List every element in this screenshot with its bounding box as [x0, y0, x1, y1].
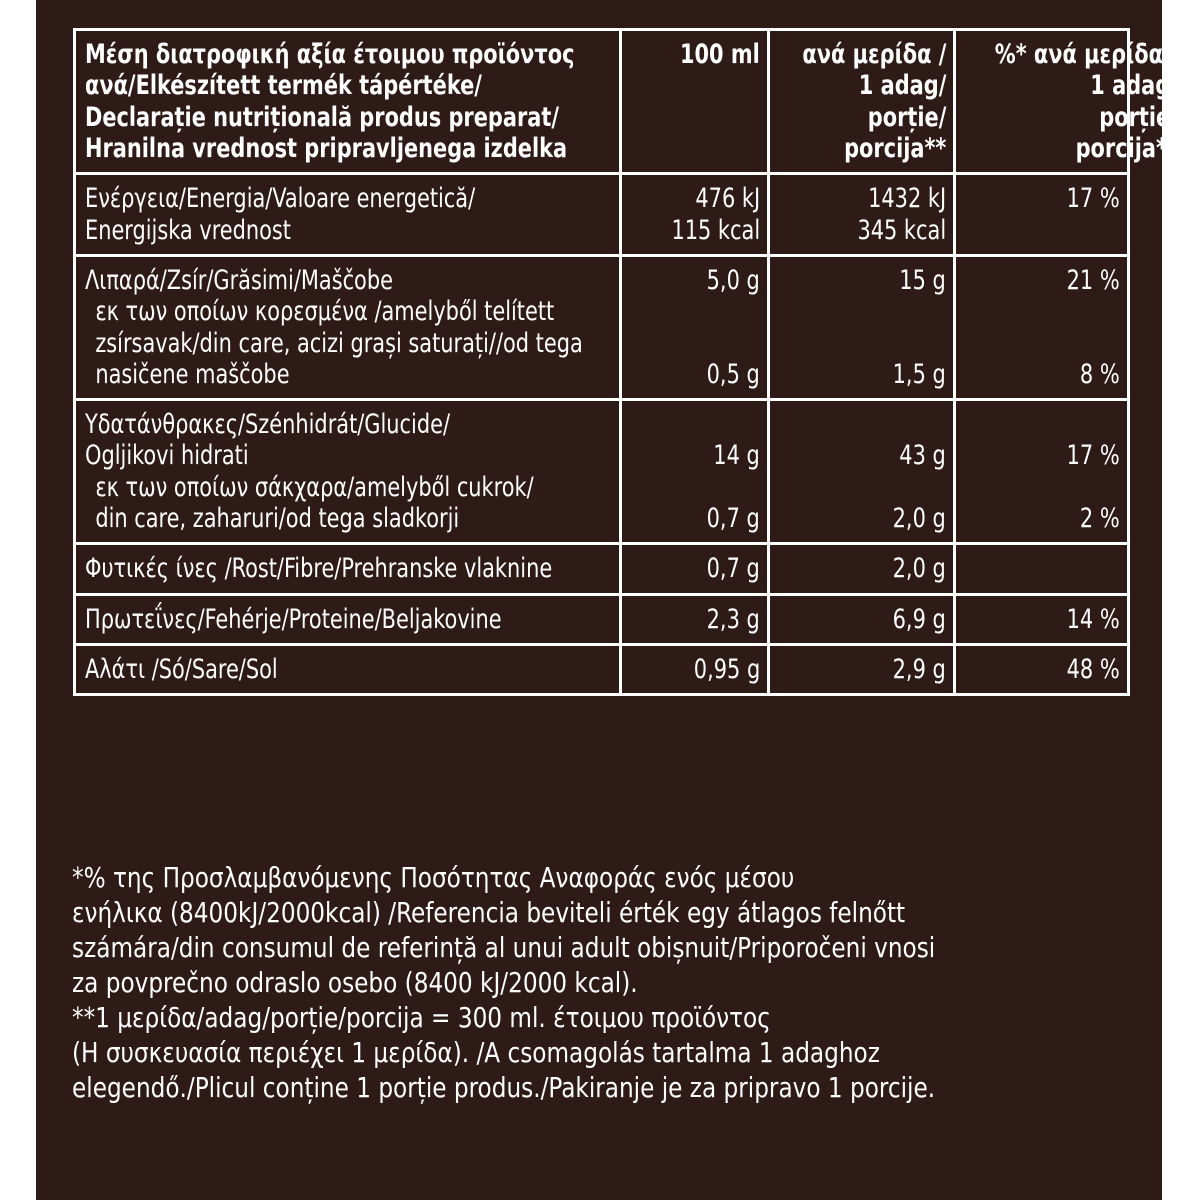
energy-label-line: Ενέργεια/Energia/Valoare energetică/: [85, 183, 476, 215]
fat-per100: 5,0 g: [706, 264, 760, 296]
footnote-line: **1 μερίδα/adag/porție/porcija = 300 ml. έτοιμου προϊόντος: [72, 1001, 771, 1034]
energy-portion-line: 1432 kJ: [867, 183, 946, 215]
fat-label: Λιπαρά/Zsír/Grăsimi/Maščobe: [85, 264, 393, 296]
fat-portion-cell: [769, 255, 955, 399]
table-row-fat: [75, 255, 1129, 399]
salt-portion-cell: [769, 645, 955, 695]
fibre-pct-cell: [955, 544, 1129, 594]
fibre-portion-cell: [769, 544, 955, 594]
header-per100-cell: [621, 30, 769, 174]
header-pct-line: porție/: [1099, 101, 1178, 133]
protein-pct-cell: [955, 594, 1129, 644]
header-portion-line: porție/: [867, 101, 947, 133]
carbs-label-line: Ogljikovi hidrati: [85, 440, 249, 472]
fat-per100-cell: [621, 255, 769, 399]
carbs-sub-pct: 2 %: [1080, 503, 1120, 535]
carbs-portion: 43 g: [899, 440, 946, 472]
header-portion-cell: [769, 30, 955, 174]
energy-pct-cell: [955, 174, 1129, 256]
header-label-line: Declarație nutrițională produs preparat/: [85, 101, 559, 133]
table-row-carbohydrates: [75, 400, 1129, 544]
energy-per100-line: 476 kJ: [695, 183, 760, 215]
energy-portion-line: 345 kcal: [857, 214, 946, 246]
energy-per100-cell: [621, 174, 769, 256]
protein-per100: 2,3 g: [706, 603, 760, 635]
protein-portion-cell: [769, 594, 955, 644]
carbs-label-cell: [75, 400, 621, 544]
fibre-portion: 2,0 g: [892, 553, 946, 585]
footnote-line: *% της Προσλαμβανόμενης Ποσότητας Αναφοράς ενός μέσου: [72, 861, 795, 894]
salt-pct: 48 %: [1066, 654, 1120, 685]
energy-portion-cell: [769, 174, 955, 256]
salt-label: Αλάτι /Só/Sare/Sol: [85, 654, 278, 685]
energy-per100-line: 115 kcal: [671, 214, 760, 246]
header-label-line: Μέση διατροφική αξία έτοιμου προϊόντος: [85, 39, 575, 70]
nutrition-panel: [36, 0, 1178, 1200]
header-per100: 100 ml: [680, 39, 760, 70]
header-pct-line: %* ανά μερίδα /: [994, 39, 1178, 70]
energy-pct: 17 %: [1066, 183, 1120, 215]
carbs-sub-portion: 2,0 g: [892, 503, 946, 535]
carbs-sub-label-line: εκ των οποίων σάκχαρα/amelyből cukrok/: [95, 471, 534, 503]
fat-sub-per100: 0,5 g: [706, 358, 760, 390]
protein-portion: 6,9 g: [892, 603, 946, 635]
fat-pct-cell: [955, 255, 1129, 399]
fibre-per100: 0,7 g: [706, 553, 760, 585]
header-pct-cell: [955, 30, 1178, 174]
carbs-portion-cell: [769, 400, 955, 544]
header-portion-line: porcija**: [844, 132, 947, 164]
header-portion-line: 1 adag/: [858, 70, 947, 102]
footnote-line: számára/din consumul de referință al unui adult obișnuit/Priporočeni vnosi: [72, 931, 936, 964]
nutrition-table: [73, 28, 1178, 696]
carbs-label-line: Υδατάνθρακες/Szénhidrát/Glucide/: [85, 409, 450, 441]
header-label-cell: [75, 30, 621, 174]
table-row-salt: [75, 645, 1129, 695]
energy-label-cell: [75, 174, 621, 256]
carbs-per100: 14 g: [713, 440, 760, 472]
footnotes: [72, 860, 1152, 1105]
fat-sub-portion: 1,5 g: [892, 358, 946, 390]
protein-per100-cell: [621, 594, 769, 644]
fat-sub-label-line: nasičene maščobe: [95, 358, 290, 390]
salt-per100-cell: [621, 645, 769, 695]
fat-pct: 21 %: [1066, 264, 1120, 296]
protein-pct: 14 %: [1066, 603, 1120, 635]
header-pct-line: 1 adag/: [1090, 70, 1178, 102]
salt-portion: 2,9 g: [892, 654, 946, 685]
fibre-per100-cell: [621, 544, 769, 594]
header-portion-line: ανά μερίδα /: [802, 39, 947, 70]
carbs-pct: 17 %: [1066, 440, 1120, 472]
header-pct-line: porcija**: [1075, 132, 1178, 164]
carbs-per100-cell: [621, 400, 769, 544]
fat-sub-label-line: εκ των οποίων κορεσμένα /amelyből telített: [95, 296, 555, 328]
fat-sub-label-line: zsírsavak/din care, acizi grași saturați//od tega: [95, 327, 583, 359]
fibre-label-cell: [75, 544, 621, 594]
protein-label-cell: [75, 594, 621, 644]
footnote-line: ενήλικα (8400kJ/2000kcal) /Referencia beviteli érték egy átlagos felnőtt: [72, 896, 906, 929]
table-header-row: [75, 30, 1129, 174]
energy-label-line: Energijska vrednost: [85, 214, 292, 246]
fibre-label: Φυτικές ίνες /Rost/Fibre/Prehranske vlaknine: [85, 553, 553, 585]
carbs-pct-cell: [955, 400, 1129, 544]
protein-label: Πρωτεΐνες/Fehérje/Proteine/Beljakovine: [85, 603, 502, 635]
carbs-sub-label-line: din care, zaharuri/od tega sladkorji: [95, 503, 460, 535]
salt-per100: 0,95 g: [693, 654, 760, 685]
fat-sub-pct: 8 %: [1080, 358, 1120, 390]
salt-pct-cell: [955, 645, 1129, 695]
footnote-line: elegendő./Plicul conține 1 porție produs./Pakiranje je za pripravo 1 porcije.: [72, 1071, 936, 1104]
carbs-sub-per100: 0,7 g: [706, 503, 760, 535]
footnote-line: za povprečno odraslo osebo (8400 kJ/2000 kcal).: [72, 966, 638, 999]
fat-portion: 15 g: [899, 264, 946, 296]
table-row-energy: [75, 174, 1129, 256]
header-label-line: ανά/Elkészített termék tápértéke/: [85, 70, 482, 102]
fat-label-cell: [75, 255, 621, 399]
header-label-line: Hranilna vrednost pripravljenega izdelka: [85, 132, 568, 164]
table-row-fibre: [75, 544, 1129, 594]
table-row-protein: [75, 594, 1129, 644]
footnote-line: (Η συσκευασία περιέχει 1 μερίδα). /A csomagolás tartalma 1 adaghoz: [72, 1036, 880, 1069]
salt-label-cell: [75, 645, 621, 695]
